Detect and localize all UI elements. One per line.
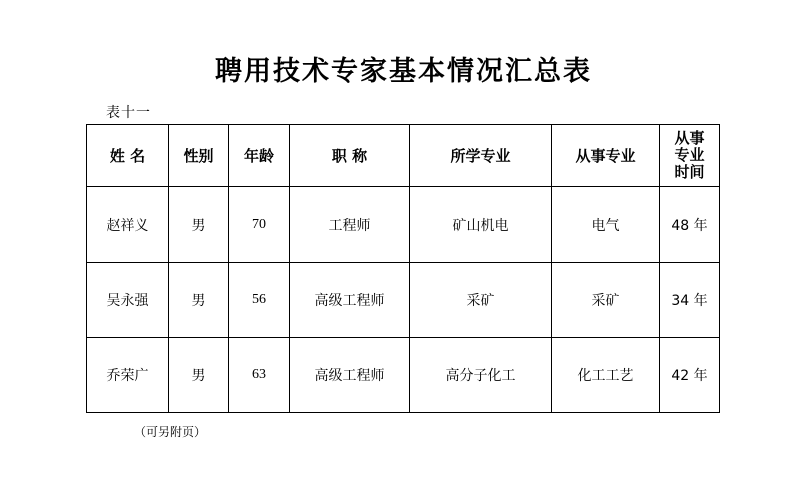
table-header-row — [87, 125, 720, 187]
cell-age: 63 — [229, 338, 290, 413]
footnote: （可另附页） — [134, 425, 207, 439]
cell-age: 56 — [229, 263, 290, 338]
header-years-line: 从事 — [674, 129, 705, 147]
header-name: 姓 名 — [87, 125, 169, 187]
cell-name: 乔荣广 — [87, 338, 169, 413]
cell-title: 工程师 — [290, 187, 410, 263]
header-major: 所学专业 — [410, 125, 552, 187]
cell-age: 70 — [229, 187, 290, 263]
header-title: 职 称 — [290, 125, 410, 187]
cell-gender: 男 — [169, 187, 229, 263]
cell-field: 电气 — [552, 187, 660, 263]
cell-years: 42 年 — [660, 338, 720, 413]
expert-summary-table — [86, 124, 720, 413]
table-row — [87, 338, 720, 413]
cell-major: 采矿 — [410, 263, 552, 338]
cell-field: 化工工艺 — [552, 338, 660, 413]
cell-gender: 男 — [169, 338, 229, 413]
cell-major: 高分子化工 — [410, 338, 552, 413]
header-years — [660, 125, 720, 187]
cell-years: 34 年 — [660, 263, 720, 338]
header-gender: 性别 — [169, 125, 229, 187]
cell-gender: 男 — [169, 263, 229, 338]
cell-years: 48 年 — [660, 187, 720, 263]
cell-title: 高级工程师 — [290, 338, 410, 413]
cell-major: 矿山机电 — [410, 187, 552, 263]
cell-field: 采矿 — [552, 263, 660, 338]
table-label: 表十一 — [106, 105, 151, 121]
table-row — [87, 187, 720, 263]
cell-name: 吴永强 — [87, 263, 169, 338]
header-years-line: 时间 — [674, 163, 705, 181]
header-field: 从事专业 — [552, 125, 660, 187]
cell-title: 高级工程师 — [290, 263, 410, 338]
header-age: 年龄 — [229, 125, 290, 187]
document-title: 聘用技术专家基本情况汇总表 — [215, 56, 592, 87]
header-years-line: 专业 — [674, 146, 705, 164]
cell-name: 赵祥义 — [87, 187, 169, 263]
table-row — [87, 263, 720, 338]
